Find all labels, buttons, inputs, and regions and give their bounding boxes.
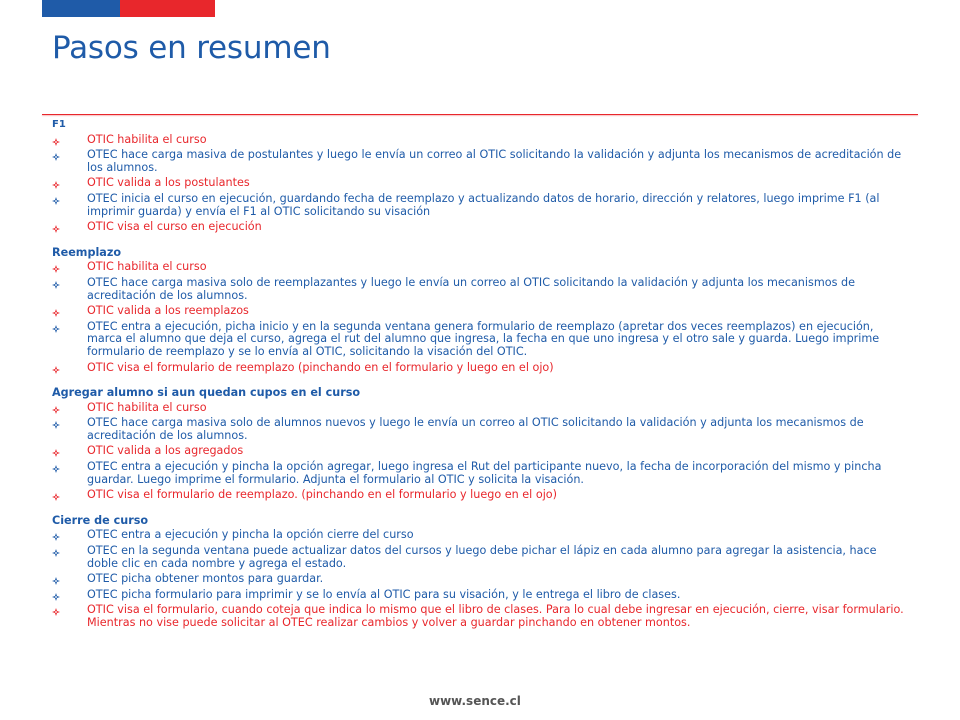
list-item — [52, 362, 908, 375]
content-area — [52, 119, 908, 630]
diamond-bullet-icon — [52, 324, 60, 332]
item-text: OTEC picha obtener montos para guardar. — [87, 572, 324, 586]
step-list — [52, 134, 908, 234]
item-text: OTEC hace carga masiva de postulantes y luego le envía un correo al OTIC solicitando la validación y adjunta los mecanismos de acreditación de los alumnos. — [87, 148, 902, 174]
item-text: OTEC entra a ejecución y pincha la opción agregar, luego ingresa el Rut del participante nuevo, la fecha de incorporación del mismo y pincha guardar. Luego imprime el formulario. Adjunta el formulario al OTIC y solicita la visación. — [87, 460, 882, 486]
diamond-bullet-icon — [52, 448, 60, 456]
list-item — [52, 589, 908, 602]
section-title: Reemplazo — [52, 245, 122, 259]
item-text: OTIC valida a los reemplazos — [87, 304, 249, 318]
top-bar-red-segment — [120, 0, 215, 17]
list-item — [52, 402, 908, 415]
diamond-bullet-icon — [52, 308, 60, 316]
diamond-bullet-icon — [52, 592, 60, 600]
item-text: OTEC entra a ejecución, picha inicio y en la segunda ventana genera formulario de reemplazo (apretar dos veces reemplazos) en ejecución, marca el alumno que deja el curso, agrega el rut del alumno que ingresa, la fecha en que uno ingresa y el otro sale y guarda. Luego imprime formulario de reemplazo y se lo envía al OTIC, solicitando la visación del OTIC. — [87, 319, 880, 358]
list-item — [52, 489, 908, 502]
item-text: OTIC valida a los postulantes — [87, 176, 250, 190]
diamond-bullet-icon — [52, 137, 60, 145]
top-color-bar — [42, 0, 215, 17]
top-bar-blue-segment — [42, 0, 120, 17]
list-item — [52, 277, 908, 302]
title-divider — [42, 114, 918, 115]
item-text: OTEC hace carga masiva solo de alumnos nuevos y luego le envía un correo al OTIC solicitando la validación y adjunta los mecanismos de acreditación de los alumnos. — [87, 416, 864, 442]
section-title: F1 — [52, 119, 66, 130]
diamond-bullet-icon — [52, 532, 60, 540]
diamond-bullet-icon — [52, 492, 60, 500]
section-title: Cierre de curso — [52, 513, 149, 527]
footer-url: www.sence.cl — [429, 694, 521, 708]
diamond-bullet-icon — [52, 224, 60, 232]
item-text: OTIC visa el formulario, cuando coteja que indica lo mismo que el libro de clases. Para lo cual debe ingresar en ejecución, cierre, visar formulario. Mientras no vise puede solicitar al OTEC realizar cambios y volver a guardar pinchando en obtener montos. — [87, 603, 904, 629]
diamond-bullet-icon — [52, 152, 60, 160]
diamond-bullet-icon — [52, 464, 60, 472]
section-title: Agregar alumno si aun quedan cupos en el curso — [52, 386, 361, 400]
diamond-bullet-icon — [52, 420, 60, 428]
item-text: OTEC hace carga masiva solo de reemplazantes y luego le envía un correo al OTIC solicitando la validación y adjunta los mecanismos de acreditación de los alumnos. — [87, 275, 855, 302]
diamond-bullet-icon — [52, 548, 60, 556]
step-list — [52, 529, 908, 629]
item-text: OTIC habilita el curso — [87, 132, 207, 146]
list-item — [52, 149, 908, 174]
diamond-bullet-icon — [52, 607, 60, 615]
item-text: OTIC habilita el curso — [87, 260, 207, 274]
diamond-bullet-icon — [52, 196, 60, 204]
item-text: OTIC visa el curso en ejecución — [87, 220, 262, 234]
page-title: Pasos en resumen — [52, 30, 331, 66]
diamond-bullet-icon — [52, 365, 60, 373]
item-text: OTEC entra a ejecución y pincha la opción cierre del curso — [87, 528, 414, 542]
diamond-bullet-icon — [52, 280, 60, 288]
item-text: OTIC visa el formulario de reemplazo (pinchando en el formulario y luego en el ojo) — [87, 360, 554, 374]
step-list — [52, 261, 908, 374]
item-text: OTEC picha formulario para imprimir y se lo envía al OTIC para su visación, y le entrega el libro de clases. — [87, 587, 681, 601]
list-item — [52, 573, 908, 586]
list-item — [52, 261, 908, 274]
diamond-bullet-icon — [52, 405, 60, 413]
list-item — [52, 417, 908, 442]
list-item — [52, 529, 908, 542]
step-list — [52, 402, 908, 502]
section-cierre-de-curso — [52, 515, 908, 630]
item-text: OTIC habilita el curso — [87, 400, 207, 414]
item-text: OTIC visa el formulario de reemplazo. (pinchando en el formulario y luego en el ojo) — [87, 488, 558, 502]
item-text: OTEC inicia el curso en ejecución, guardando fecha de reemplazo y actualizando datos de horario, dirección y relatores, luego imprime F1 (al imprimir guarda) y envía el F1 al OTIC solicitando su visación — [87, 191, 880, 218]
item-text: OTEC en la segunda ventana puede actualizar datos del cursos y luego debe pichar el lápiz en cada alumno para agregar la asistencia, hace doble clic en cada nombre y agrega el estado. — [87, 544, 877, 570]
diamond-bullet-icon — [52, 576, 60, 584]
diamond-bullet-icon — [52, 180, 60, 188]
list-item — [52, 305, 908, 318]
list-item — [52, 461, 908, 486]
list-item — [52, 134, 908, 147]
list-item — [52, 193, 908, 218]
list-item — [52, 545, 908, 570]
list-item — [52, 604, 908, 629]
diamond-bullet-icon — [52, 264, 60, 272]
list-item — [52, 321, 908, 359]
list-item — [52, 221, 908, 234]
section-reemplazo — [52, 247, 908, 374]
list-item — [52, 177, 908, 190]
list-item — [52, 445, 908, 458]
item-text: OTIC valida a los agregados — [87, 444, 244, 458]
section-f1 — [52, 119, 908, 234]
section-agregar-alumno — [52, 387, 908, 502]
